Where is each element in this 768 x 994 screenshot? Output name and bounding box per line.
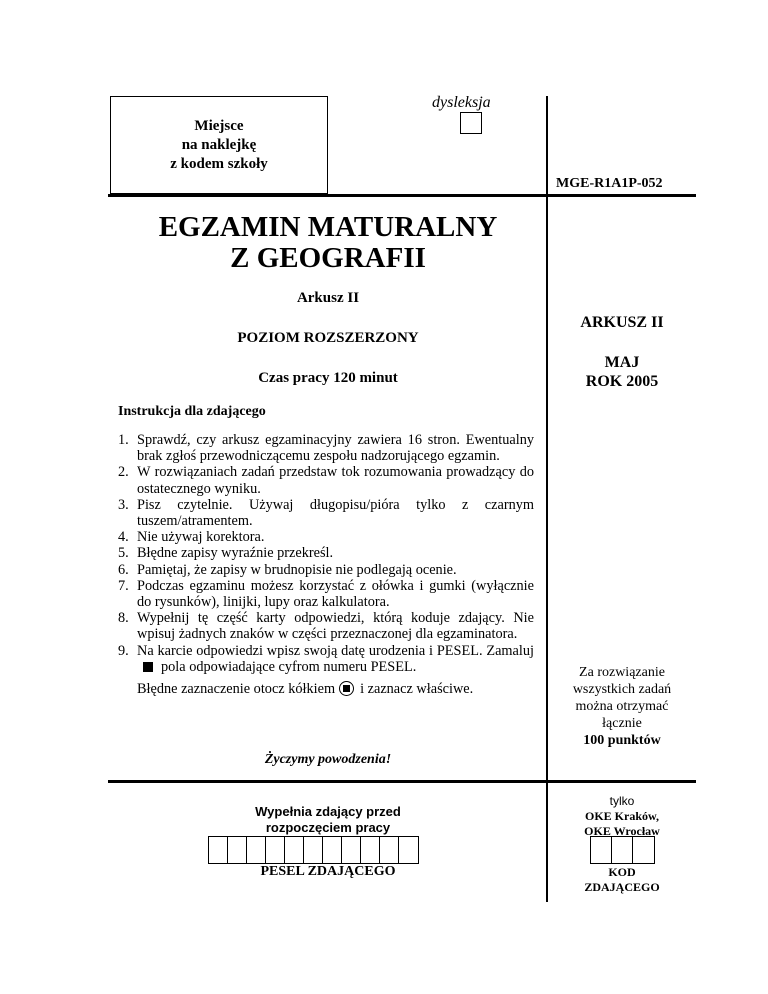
time-label: Czas pracy 120 minut [258, 370, 398, 386]
instruction-item [118, 529, 534, 545]
right-month: MAJ [604, 354, 640, 371]
exam-code: MGE-R1A1P-052 [556, 176, 663, 191]
code-digit-box[interactable] [591, 837, 612, 863]
sticker-box [110, 96, 328, 194]
only-label: tylko [609, 794, 635, 808]
oke-wroclaw: OKE Wrocław [584, 824, 660, 838]
exam-title [108, 212, 548, 274]
instruction-item [118, 432, 534, 464]
fill-line-1: Wypełnia zdający przed [255, 804, 401, 819]
instruction-number: 5. [118, 545, 129, 562]
oke-note [548, 794, 696, 839]
sticker-line-3: z kodem szkoły [170, 155, 268, 172]
instruction-item [118, 578, 534, 610]
pesel-digit-box[interactable] [266, 837, 285, 863]
instruction-number: 9. [118, 642, 129, 659]
instruction-text: Podczas egzaminu możesz korzystać z ołówka i gumki (wyłącznie do rysunków), linijki, lupy oraz kalkulatora. [137, 577, 534, 611]
student-code-label [548, 865, 696, 895]
pesel-digit-box[interactable] [304, 837, 323, 863]
instruction-text: Błędne zaznaczenie otocz kółkiem [137, 681, 336, 698]
instruction-text: Błędne zapisy wyraźnie przekreśl. [137, 545, 334, 562]
pesel-digit-box[interactable] [399, 837, 418, 863]
circled-square-icon [339, 681, 354, 696]
right-sheet-label: ARKUSZ II [580, 314, 664, 331]
pesel-digit-box[interactable] [228, 837, 247, 863]
top-divider [108, 194, 696, 197]
instruction-item [118, 545, 534, 561]
sticker-line-2: na naklejkę [181, 136, 257, 153]
sticker-line-1: Miejsce [194, 117, 244, 134]
instruction-number: 3. [118, 496, 129, 513]
filled-square-icon [143, 662, 153, 672]
instruction-item [118, 464, 534, 496]
instruction-text: Sprawdź, czy arkusz egzaminacyjny zawiera 16 stron. Ewentualny brak zgłoś przewodniczącemu zespołu nadzorującego egzamin. [137, 432, 534, 465]
title-line-1: EGZAMIN MATURALNY [158, 211, 498, 243]
title-line-2: Z GEOGRAFII [230, 242, 426, 274]
pesel-digit-box[interactable] [361, 837, 380, 863]
pesel-digit-box[interactable] [285, 837, 304, 863]
instruction-number: 6. [118, 561, 129, 578]
student-code-grid[interactable] [590, 836, 655, 864]
pesel-digit-box[interactable] [323, 837, 342, 863]
instruction-number: 2. [118, 464, 129, 481]
pesel-label: PESEL ZDAJĄCEGO [260, 864, 396, 879]
pesel-digit-box[interactable] [209, 837, 228, 863]
level-label: POZIOM ROZSZERZONY [237, 330, 419, 346]
instruction-text: i zaznacz właściwe. [360, 681, 474, 698]
points-line-3: można otrzymać [575, 699, 669, 714]
pesel-input-grid[interactable] [208, 836, 419, 864]
kod-line-1: KOD [608, 865, 636, 879]
dyslexia-checkbox[interactable] [460, 112, 482, 134]
instruction-text: Nie używaj korektora. [137, 529, 265, 546]
kod-line-2: ZDAJĄCEGO [584, 880, 660, 894]
right-date [548, 353, 696, 391]
sheet-label: Arkusz II [296, 290, 360, 306]
instruction-item [118, 610, 534, 642]
pesel-digit-box[interactable] [380, 837, 399, 863]
instruction-text: Pisz czytelnie. Używaj długopisu/pióra tylko z czarnym tuszem/atramentem. [137, 496, 534, 530]
instruction-item [118, 643, 534, 698]
points-line-2: wszystkich zadań [572, 682, 672, 697]
dyslexia-label: dysleksja [432, 94, 491, 111]
points-line-1: Za rozwiązanie [579, 665, 665, 680]
points-value: 100 punktów [583, 733, 661, 748]
instruction-number: 8. [118, 610, 129, 627]
fill-by-student-label [108, 804, 548, 836]
instruction-number: 7. [118, 577, 129, 594]
pesel-digit-box[interactable] [342, 837, 361, 863]
code-digit-box[interactable] [612, 837, 633, 863]
instruction-item [118, 497, 534, 529]
fill-line-2: rozpoczęciem pracy [265, 820, 391, 835]
bottom-divider [108, 780, 696, 783]
good-luck-text: Życzymy powodzenia! [264, 752, 392, 767]
right-year: ROK 2005 [585, 373, 659, 390]
instruction-text: Pamiętaj, że zapisy w brudnopisie nie podlegają ocenie. [137, 561, 457, 578]
instructions-heading: Instrukcja dla zdającego [118, 404, 266, 419]
pesel-digit-box[interactable] [247, 837, 266, 863]
wrong-mark-line [137, 681, 534, 697]
instruction-number: 4. [118, 529, 129, 546]
instruction-item [118, 562, 534, 578]
points-info [548, 664, 696, 749]
points-line-4: łącznie [602, 716, 642, 731]
oke-krakow: OKE Kraków, [584, 809, 659, 823]
instructions-list [118, 432, 534, 697]
code-digit-box[interactable] [633, 837, 654, 863]
instruction-text: pola odpowiadające cyfrom numeru PESEL. [161, 658, 417, 675]
instruction-text: Wypełnij tę część karty odpowiedzi, którą koduje zdający. Nie wpisuj żadnych znaków w części przeznaczonej dla egzaminatora. [137, 610, 534, 643]
instruction-number: 1. [118, 432, 129, 448]
instruction-text: Na karcie odpowiedzi wpisz swoją datę urodzenia i PESEL. Zamaluj [137, 642, 534, 659]
instruction-text: W rozwiązaniach zadań przedstaw tok rozumowania prowadzący do ostatecznego wyniku. [137, 464, 534, 497]
